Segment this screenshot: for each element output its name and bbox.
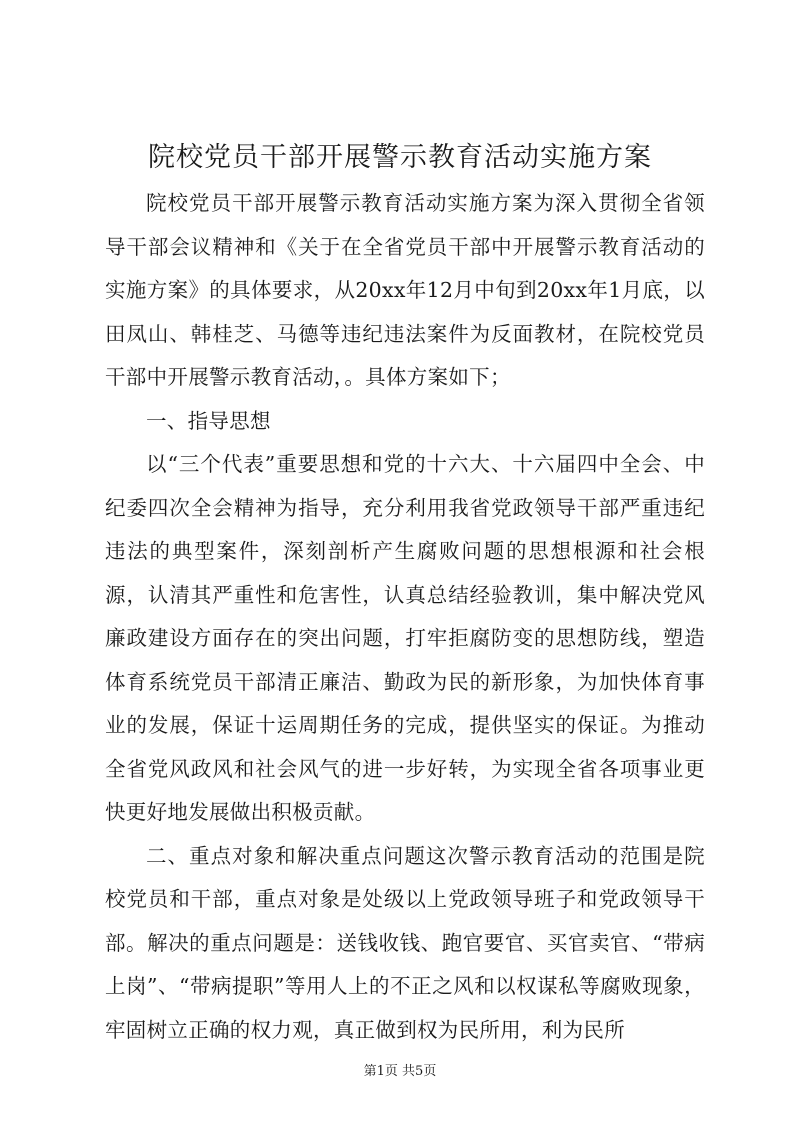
paragraph-intro: 院校党员干部开展警示教育活动实施方案为深入贯彻全省领导干部会议精神和《关于在全省党员干部中开展警示教育活动的实施方案》的具体要求，从20xx年12月中旬到20xx年1月底，以田凤山、韩桂芝、马德等违纪违法案件为反面教材，在院校党员干部中开展警示教育活动，。具体方案如下； (105, 191, 705, 389)
document-body (105, 182, 705, 1052)
page-footer: 第1页 共5页 (363, 1064, 437, 1079)
paragraph-guiding-ideology: 以“三个代表”重要思想和党的十六大、十六届四中全会、中纪委四次全会精神为指导，充分利用我省党政领导干部严重违纪违法的典型案件，深刻剖析产生腐败问题的思想根源和社会根源，认清其严重性和危害性，认真总结经验教训，集中解决党风廉政建设方面存在的突出问题，打牢拒腐防变的思想防线，塑造体育系统党员干部清正廉洁、勤政为民的新形象，为加快体育事业的发展，保证十运周期任务的完成，提供坚实的保证。为推动全省党风政风和社会风气的进一步好转，为实现全省各项事业更快更好地发展做出积极贡献。 (105, 452, 705, 824)
document-title: 院校党员干部开展警示教育活动实施方案 (148, 142, 652, 173)
section-heading-guiding-ideology: 一、指导思想 (146, 408, 271, 433)
paragraph-key-targets: 二、重点对象和解决重点问题这次警示教育活动的范围是院校党员和干部，重点对象是处级以上党政领导班子和党政领导干部。解决的重点问题是：送钱收钱、跑官要官、买官卖官、“带病上岗”、“带病提职”等用人上的不正之风和以权谋私等腐败现象，牢固树立正确的权力观，真正做到权为民所用，利为民所 (105, 843, 705, 1042)
